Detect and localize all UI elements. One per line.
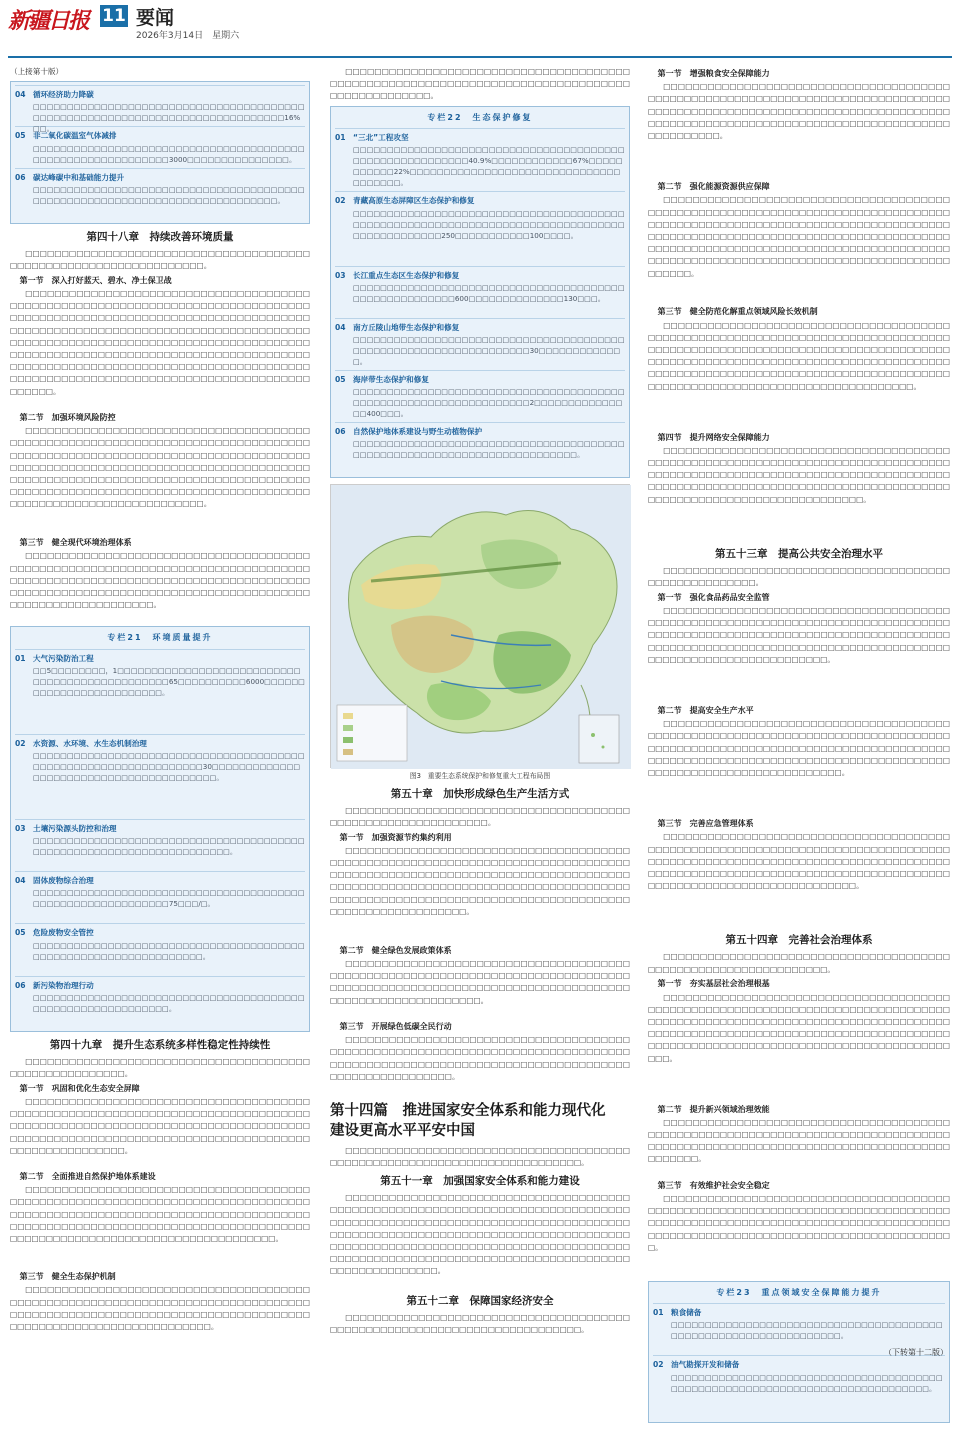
box-item-text: □□□□□□□□□□□□□□□□□□□□□□□□□□□□□□□□□□□□□□□□□□□□□□□□□□□□□□□□□□□□□□□□□。 <box>33 940 305 961</box>
section-52-2-text: □□□□□□□□□□□□□□□□□□□□□□□□□□□□□□□□□□□□□□□□□□□□□□□□□□□□□□□□□□□□□□□□□□□□□□□□□□□□□□□□□□□□□□□□□□□□□□□□□□□□□□□□□□□□□□□□□□□□□□□□□□□□□□□□□□□□□□□□□□□□□□□□□□□□□□□□□□□□□□□□□□□□□□□□□□□□□□□□□□□□□□□□□□□□□□□□□□□□□□□□□□□□□□□□□□□□□□□□□□□□□□□□□□□□□□□□□□□□□□□□□□□□□□□□□□□□□□□。 <box>648 195 950 278</box>
section-53-1-text: □□□□□□□□□□□□□□□□□□□□□□□□□□□□□□□□□□□□□□□□□□□□□□□□□□□□□□□□□□□□□□□□□□□□□□□□□□□□□□□□□□□□□□□□□□□□□□□□□□□□□□□□□□□□□□□□□□□□□□□□□□□□□□□□□□□□□□□□□□□□□□□□□□□□□□□□□□□□□□□□□□□□□□□□□□□□□□□□□□□□□□□□□□□□□□。 <box>648 606 950 664</box>
box-item <box>15 168 305 220</box>
section-54-3-title: 第三节 有效维护社会安全稳定 <box>657 1180 770 1190</box>
chapter-53-intro: □□□□□□□□□□□□□□□□□□□□□□□□□□□□□□□□□□□□□□□□□□□□□□□□□□□□□□。 <box>648 565 950 588</box>
box-23-title: 专栏23 重点领域安全保障能力提升 <box>716 1288 882 1298</box>
box-item <box>653 1355 945 1418</box>
section-53-2-text: □□□□□□□□□□□□□□□□□□□□□□□□□□□□□□□□□□□□□□□□□□□□□□□□□□□□□□□□□□□□□□□□□□□□□□□□□□□□□□□□□□□□□□□□□□□□□□□□□□□□□□□□□□□□□□□□□□□□□□□□□□□□□□□□□□□□□□□□□□□□□□□□□□□□□□□□□□□□□□□□□□□□□□□□□□□□□□□□□□□□□□□□□□□□□□□□。 <box>648 719 950 778</box>
chapter-48-intro: □□□□□□□□□□□□□□□□□□□□□□□□□□□□□□□□□□□□□□□□□□□□□□□□□□□□□□□□□□□□□□□□□□。 <box>10 248 310 271</box>
box-item-text: □□□□□□□□□□□□□□□□□□□□□□□□□□□□□□□□□□□□□□□□□□□□□□□□□□□□□□□□□□□□□□□□□□□□□□□□□。 <box>353 439 625 460</box>
section-title: 要闻 <box>136 7 175 29</box>
part-14-title: 第十四篇 推进国家安全体系和能力现代化 建设更高水平平安中国 <box>330 1102 620 1140</box>
section-53-2-title: 第二节 提高安全生产水平 <box>657 706 754 716</box>
box-item <box>15 85 305 134</box>
box-item <box>335 318 625 370</box>
section-52-4-text: □□□□□□□□□□□□□□□□□□□□□□□□□□□□□□□□□□□□□□□□□□□□□□□□□□□□□□□□□□□□□□□□□□□□□□□□□□□□□□□□□□□□□□□□□□□□□□□□□□□□□□□□□□□□□□□□□□□□□□□□□□□□□□□□□□□□□□□□□□□□□□□□□□□□□□□□□□□□□□□□□□□□□□□□□□□□□□□□□□□□□□□□□□□□□□□□□□□。 <box>648 445 950 504</box>
section-49-1-title: 第一节 巩固和优化生态安全屏障 <box>19 1083 140 1093</box>
box-item-title: 长江重点生态区生态保护和修复 <box>353 270 460 280</box>
box-item-text: □□□□□□□□□□□□□□□□□□□□□□□□□□□□□□□□□□□□□□□□□□□□□□□□□□□□□□□□□□□□□□□□□□□□□□□□□□□□□16%□□。 <box>33 102 305 134</box>
box-item-title: 新污染物治理行动 <box>33 980 94 990</box>
box-item-number: 05 <box>335 375 346 385</box>
chapter-50-title: 第五十章 加快形成绿色生产生活方式 <box>390 787 570 800</box>
box-continued <box>10 81 310 224</box>
box-item-title: 大气污染防治工程 <box>33 653 94 663</box>
box-item-title: 土壤污染源头防控和治理 <box>33 824 117 834</box>
chapter-48-title: 第四十八章 持续改善环境质量 <box>86 230 234 243</box>
box-item-text: □□□□□□□□□□□□□□□□□□□□□□□□□□□□□□□□□□□□□□□□□□□□□□□□□□□□□□□□□40.9%□□□□□□□□□□□□67%□□□□□□□□□□□22%□□□□□□□□□□□□□□□□□□□□□□□□□□□□□□□□□□□□□□。 <box>353 145 625 188</box>
col2-top-text: □□□□□□□□□□□□□□□□□□□□□□□□□□□□□□□□□□□□□□□□□□□□□□□□□□□□□□□□□□□□□□□□□□□□□□□□□□□□□□□□□□□□□□□□□□□□□□。 <box>330 67 630 101</box>
box-item-number: 05 <box>15 928 26 938</box>
box-item-number: 04 <box>15 876 26 886</box>
box-item-title: 碳达峰碳中和基础能力提升 <box>33 172 125 182</box>
column-1 <box>10 66 310 1333</box>
section-49-3-title: 第三节 健全生态保护机制 <box>19 1272 116 1282</box>
box-item-text: □□□□□□□□□□□□□□□□□□□□□□□□□□□□□□□□□□□□□□□□□□□□□□□□□□□□□□□□□□□□□□□□□□□□□。 <box>33 836 305 857</box>
section-54-2-text: □□□□□□□□□□□□□□□□□□□□□□□□□□□□□□□□□□□□□□□□□□□□□□□□□□□□□□□□□□□□□□□□□□□□□□□□□□□□□□□□□□□□□□□□□□□□□□□□□□□□□□□□□□□□□□□□□□□□□□□□□□□□□□□□□□。 <box>648 1117 950 1164</box>
box-item-text: □□□□□□□□□□□□□□□□□□□□□□□□□□□□□□□□□□□□□□□□□□□□□□□□□□□□□□□□□□□□□□□□□□□□□□□□□□□□□□□□□□□□□□□□□□□□□250□□□□□□□□□□□100□□□□。 <box>353 208 625 240</box>
section-50-1-text: □□□□□□□□□□□□□□□□□□□□□□□□□□□□□□□□□□□□□□□□□□□□□□□□□□□□□□□□□□□□□□□□□□□□□□□□□□□□□□□□□□□□□□□□□□□□□□□□□□□□□□□□□□□□□□□□□□□□□□□□□□□□□□□□□□□□□□□□□□□□□□□□□□□□□□□□□□□□□□□□□□□□□□□□□□□□□□□□□□□□□□□□□□□□□□□□□□□□□□□□□□□□□□□□□□□□□□□□□□□□□□。 <box>330 845 630 916</box>
section-52-2-title: 第二节 强化能源资源供应保障 <box>657 182 770 192</box>
chapter-50-intro: □□□□□□□□□□□□□□□□□□□□□□□□□□□□□□□□□□□□□□□□□□□□□□□□□□□□□□□□□□□□□。 <box>330 805 630 827</box>
chapter-49-title: 第四十九章 提升生态系统多样性稳定性持续性 <box>49 1038 271 1051</box>
section-49-3-text: □□□□□□□□□□□□□□□□□□□□□□□□□□□□□□□□□□□□□□□□□□□□□□□□□□□□□□□□□□□□□□□□□□□□□□□□□□□□□□□□□□□□□□□□□□□□□□□□□□□□□□□□□□□□□□□□□□□□□□□□□□□□□□□□□□□□□□□□□□□□□□□□□□□□□。 <box>10 1285 310 1332</box>
section-54-3-text: □□□□□□□□□□□□□□□□□□□□□□□□□□□□□□□□□□□□□□□□□□□□□□□□□□□□□□□□□□□□□□□□□□□□□□□□□□□□□□□□□□□□□□□□□□□□□□□□□□□□□□□□□□□□□□□□□□□□□□□□□□□□□□□□□□□□□□□□□□□□□□□□□□□□□□□□□□□□□□□□□□□□□□。 <box>648 1194 950 1252</box>
box-item-title: 非二氧化碳温室气体减排 <box>33 131 117 141</box>
issue-date: 2026年3月14日 星期六 <box>136 31 240 41</box>
box-21-title: 专栏21 环境质量提升 <box>107 633 213 643</box>
section-49-1-text: □□□□□□□□□□□□□□□□□□□□□□□□□□□□□□□□□□□□□□□□□□□□□□□□□□□□□□□□□□□□□□□□□□□□□□□□□□□□□□□□□□□□□□□□□□□□□□□□□□□□□□□□□□□□□□□□□□□□□□□□□□□□□□□□□□□□□□□□□□□□□□□□□□□□□□□□□□□□□□□□□□□□□□□□□□□□□□□□□□。 <box>10 1097 310 1155</box>
part-14-intro: □□□□□□□□□□□□□□□□□□□□□□□□□□□□□□□□□□□□□□□□□□□□□□□□□□□□□□□□□□□□□□□□□□□□□□□□□□。 <box>330 1146 630 1168</box>
section-52-4-title: 第四节 提升网络安全保障能力 <box>657 432 770 442</box>
section-54-1-title: 第一节 夯实基层社会治理根基 <box>657 979 770 989</box>
box-item <box>15 734 305 819</box>
box-item-title: 油气勘探开发和储备 <box>671 1360 740 1370</box>
box-item-text: □□□□□□□□□□□□□□□□□□□□□□□□□□□□□□□□□□□□□□□□□□□□□□□□□□□□□□□□□□□□□□□□□□30□□□□□□□□□□□□□。 <box>353 335 625 367</box>
masthead <box>0 0 960 58</box>
box-item <box>335 128 625 191</box>
newspaper-logo: 新疆日报 <box>8 8 89 34</box>
chapter-49-intro: □□□□□□□□□□□□□□□□□□□□□□□□□□□□□□□□□□□□□□□□□□□□□□□□□□□□□□□。 <box>10 1056 310 1079</box>
box-item <box>15 976 305 1028</box>
chapter-54-title: 第五十四章 完善社会治理体系 <box>725 934 873 947</box>
box-item-text: □□□□□□□□□□□□□□□□□□□□□□□□□□□□□□□□□□□□□□□□□□□□□□□□□□□□□□□□□□□□□□□□□□□□□□□□□□□□。 <box>33 184 305 205</box>
box-item-title: 固体废物综合治理 <box>33 876 94 886</box>
box-item-number: 03 <box>335 270 346 280</box>
section-53-3-text: □□□□□□□□□□□□□□□□□□□□□□□□□□□□□□□□□□□□□□□□□□□□□□□□□□□□□□□□□□□□□□□□□□□□□□□□□□□□□□□□□□□□□□□□□□□□□□□□□□□□□□□□□□□□□□□□□□□□□□□□□□□□□□□□□□□□□□□□□□□□□□□□□□□□□□□□□□□□□□□□□□□□□□□□□□□□□□□□□□□□□□□□□□□□□□□□□□。 <box>648 832 950 891</box>
box-item <box>15 649 305 734</box>
section-48-2-title: 第二节 加强环境风险防控 <box>19 413 116 423</box>
box-item <box>335 266 625 318</box>
box-item-title: 水资源、水环境、水生态机制治理 <box>33 738 147 748</box>
section-48-1-title: 第一节 深入打好蓝天、碧水、净土保卫战 <box>19 275 172 285</box>
box-item-number: 05 <box>15 131 26 141</box>
box-item-text: □□□□□□□□□□□□□□□□□□□□□□□□□□□□□□□□□□□□□□□□□□□□□□□□□□□□□□□□□□□□□□□□□。 <box>671 1320 943 1341</box>
section-50-3-text: □□□□□□□□□□□□□□□□□□□□□□□□□□□□□□□□□□□□□□□□□□□□□□□□□□□□□□□□□□□□□□□□□□□□□□□□□□□□□□□□□□□□□□□□□□□□□□□□□□□□□□□□□□□□□□□□□□□□□□□□□□□□□□□□□□□□□□□□□□。 <box>330 1035 630 1081</box>
chapter-51-text: □□□□□□□□□□□□□□□□□□□□□□□□□□□□□□□□□□□□□□□□□□□□□□□□□□□□□□□□□□□□□□□□□□□□□□□□□□□□□□□□□□□□□□□□□□□□□□□□□□□□□□□□□□□□□□□□□□□□□□□□□□□□□□□□□□□□□□□□□□□□□□□□□□□□□□□□□□□□□□□□□□□□□□□□□□□□□□□□□□□□□□□□□□□□□□□□□□□□□□□□□□□□□□□□□□□□□□□□□□□□□□□□□□□□□□□□□□□□□□□□□□□□□□□□□□□□□□□□□□□。 <box>330 1193 630 1276</box>
box-item-title: 粮食储备 <box>671 1308 702 1318</box>
box-item-number: 06 <box>335 427 346 437</box>
box-item-title: 循环经济助力降碳 <box>33 90 94 100</box>
section-53-1-title: 第一节 强化食品药品安全监管 <box>657 592 770 602</box>
box-item <box>15 819 305 871</box>
map-caption: 图3 重要生态系统保护和修复重大工程布局图 <box>409 772 551 781</box>
box-item-number: 06 <box>15 172 26 182</box>
box-item <box>335 191 625 265</box>
box-item-text: □□□□□□□□□□□□□□□□□□□□□□□□□□□□□□□□□□□□□□□□□□□□□□□□□□□□□□□□□□□□75□□□/□。 <box>33 888 305 909</box>
section-54-1-text: □□□□□□□□□□□□□□□□□□□□□□□□□□□□□□□□□□□□□□□□□□□□□□□□□□□□□□□□□□□□□□□□□□□□□□□□□□□□□□□□□□□□□□□□□□□□□□□□□□□□□□□□□□□□□□□□□□□□□□□□□□□□□□□□□□□□□□□□□□□□□□□□□□□□□□□□□□□□□□□□□□□□□□□□□□□□□□□□□□□□□□□□□□□□□□□□□□□□□□□□□□□□□□□□□□。 <box>648 992 950 1063</box>
box-item-number: 01 <box>335 133 346 143</box>
section-52-3-title: 第三节 健全防范化解重点领域风险长效机制 <box>657 307 818 317</box>
box-22-title: 专栏22 生态保护修复 <box>427 113 533 122</box>
section-50-1-title: 第一节 加强资源节约集约利用 <box>339 832 452 842</box>
section-48-3-text: □□□□□□□□□□□□□□□□□□□□□□□□□□□□□□□□□□□□□□□□□□□□□□□□□□□□□□□□□□□□□□□□□□□□□□□□□□□□□□□□□□□□□□□□□□□□□□□□□□□□□□□□□□□□□□□□□□□□□□□□□□□□□□□□□□□□□□□□□□□□□□□□□□□□□□□□□□□□□□□□□□□□□□□□□□□□□□□□□□□□□□。 <box>10 551 310 610</box>
ecology-map <box>330 484 630 768</box>
box-22 <box>330 106 630 478</box>
section-48-1-text: □□□□□□□□□□□□□□□□□□□□□□□□□□□□□□□□□□□□□□□□□□□□□□□□□□□□□□□□□□□□□□□□□□□□□□□□□□□□□□□□□□□□□□□□□□□□□□□□□□□□□□□□□□□□□□□□□□□□□□□□□□□□□□□□□□□□□□□□□□□□□□□□□□□□□□□□□□□□□□□□□□□□□□□□□□□□□□□□□□□□□□□□□□□□□□□□□□□□□□□□□□□□□□□□□□□□□□□□□□□□□□□□□□□□□□□□□□□□□□□□□□□□□□□□□□□□□□□□□□□□□□□□□□□□□□□□□□□□□□□□□□□□□□□□□□□□□□□□□□□□□□□□□□□□□□□□□□□□□□□□□□□□□□□□□□□□。 <box>10 289 310 396</box>
china-map-graphic <box>331 485 631 769</box>
box-item-text: □□□□□□□□□□□□□□□□□□□□□□□□□□□□□□□□□□□□□□□□□□□□□□□□□□□□□□□600□□□□□□□□□□□□□□130□□□。 <box>353 282 625 303</box>
box-item-number: 02 <box>335 196 346 206</box>
box-item-text: □□□□□□□□□□□□□□□□□□□□□□□□□□□□□□□□□□□□□□□□□□□□□□□□□□□□□□□□□□□□。 <box>33 992 305 1013</box>
box-item-number: 01 <box>653 1308 664 1318</box>
box-item-number: 06 <box>15 980 26 990</box>
box-item <box>15 126 305 167</box>
box-item-number: 02 <box>653 1360 664 1370</box>
box-item-number: 02 <box>15 738 26 748</box>
box-item-number: 04 <box>335 322 346 332</box>
box-item-title: 青藏高原生态屏障区生态保护和修复 <box>353 196 475 206</box>
box-item <box>15 871 305 923</box>
box-item-text: □□□□□□□□□□□□□□□□□□□□□□□□□□□□□□□□□□□□□□□□□□□□□□□□□□□□□□□□□□□□□□□□□30□□□□□□□□□□□□□□□□□□□□□□□□□□□□□□□□□□□□□□□□。 <box>33 751 305 783</box>
box-item-text: □□□□□□□□□□□□□□□□□□□□□□□□□□□□□□□□□□□□□□□□□□□□□□□□□□□□□□□□□□□□3000□□□□□□□□□□□□□□□。 <box>33 143 305 164</box>
box-item <box>335 422 625 474</box>
box-item-number: 01 <box>15 653 26 663</box>
page-number: 11 <box>100 5 128 27</box>
header-rule <box>8 56 952 58</box>
box-item-text: □□□□□□□□□□□□□□□□□□□□□□□□□□□□□□□□□□□□□□□□□□□□□□□□□□□□□□□□□□□□□□□□□□□□□□□□□□□□□□。 <box>671 1372 943 1393</box>
box-item-number: 04 <box>15 90 26 100</box>
chapter-54-intro: □□□□□□□□□□□□□□□□□□□□□□□□□□□□□□□□□□□□□□□□□□□□□□□□□□□□□□□□□□□□□□□□。 <box>648 952 950 974</box>
section-50-2-text: □□□□□□□□□□□□□□□□□□□□□□□□□□□□□□□□□□□□□□□□□□□□□□□□□□□□□□□□□□□□□□□□□□□□□□□□□□□□□□□□□□□□□□□□□□□□□□□□□□□□□□□□□□□□□□□□□□□□□□□□□□□□□□□□□□□□□□□□□□□□□□。 <box>330 959 630 1005</box>
box-item-title: 海岸带生态保护和修复 <box>353 375 429 385</box>
continued-from-note: （上接第十版） <box>10 67 64 76</box>
section-49-2-title: 第二节 全面推进自然保护地体系建设 <box>19 1172 156 1182</box>
section-50-2-title: 第二节 健全绿色发展政策体系 <box>339 945 452 955</box>
column-2 <box>330 66 630 1349</box>
section-54-2-title: 第二节 提升新兴领域治理效能 <box>657 1104 770 1114</box>
section-52-1-title: 第一节 增强粮食安全保障能力 <box>657 69 770 78</box>
section-52-1-text: □□□□□□□□□□□□□□□□□□□□□□□□□□□□□□□□□□□□□□□□□□□□□□□□□□□□□□□□□□□□□□□□□□□□□□□□□□□□□□□□□□□□□□□□□□□□□□□□□□□□□□□□□□□□□□□□□□□□□□□□□□□□□□□□□□□□□□□□□□□□□□□□□□□□□□□□□□□□□□□□□□□□□□□□□□□□□□□。 <box>648 82 950 141</box>
section-53-3-title: 第三节 完善应急管理体系 <box>657 819 754 829</box>
section-48-2-text: □□□□□□□□□□□□□□□□□□□□□□□□□□□□□□□□□□□□□□□□□□□□□□□□□□□□□□□□□□□□□□□□□□□□□□□□□□□□□□□□□□□□□□□□□□□□□□□□□□□□□□□□□□□□□□□□□□□□□□□□□□□□□□□□□□□□□□□□□□□□□□□□□□□□□□□□□□□□□□□□□□□□□□□□□□□□□□□□□□□□□□□□□□□□□□□□□□□□□□□□□□□□□□□□□□□□□□□□□□□□□□□□□□□□□□□□□□□□□□□□□□□□□□□□□□□□□□□□□□□□□□□□□□□□□□□。 <box>10 426 310 509</box>
box-item-text: □□□□□□□□□□□□□□□□□□□□□□□□□□□□□□□□□□□□□□□□□□□□□□□□□□□□□□□□□□□□□□□□□□2□□□□□□□□□□□□□□□400□□□。 <box>353 387 625 419</box>
section-49-2-text: □□□□□□□□□□□□□□□□□□□□□□□□□□□□□□□□□□□□□□□□□□□□□□□□□□□□□□□□□□□□□□□□□□□□□□□□□□□□□□□□□□□□□□□□□□□□□□□□□□□□□□□□□□□□□□□□□□□□□□□□□□□□□□□□□□□□□□□□□□□□□□□□□□□□□□□□□□□□□□□□□□□□□□□□□□□□□□□□□□□□□□□□□□□□□□□□□□□□□□□。 <box>10 1185 310 1244</box>
column-3 <box>648 66 950 1429</box>
box-item-text: □□5□□□□□□□□，1□□□□□□□□□□□□□□□□□□□□□□□□□□□□□□□□□□□□□□□□□□□□□□□65□□□□□□□□□□6000□□□□□□□□□□□□□□□□□□□□□□□□□。 <box>33 665 305 697</box>
chapter-53-title: 第五十三章 提高公共安全治理水平 <box>715 547 883 560</box>
box-item-title: 自然保护地体系建设与野生动植物保护 <box>353 427 483 437</box>
box-item-title: 危险废物安全管控 <box>33 928 94 938</box>
chapter-52-text: □□□□□□□□□□□□□□□□□□□□□□□□□□□□□□□□□□□□□□□□□□□□□□□□□□□□□□□□□□□□□□□□□□□□□□□□□□。 <box>330 1313 630 1335</box>
box-item <box>15 923 305 975</box>
box-21 <box>10 626 310 1031</box>
section-52-3-text: □□□□□□□□□□□□□□□□□□□□□□□□□□□□□□□□□□□□□□□□□□□□□□□□□□□□□□□□□□□□□□□□□□□□□□□□□□□□□□□□□□□□□□□□□□□□□□□□□□□□□□□□□□□□□□□□□□□□□□□□□□□□□□□□□□□□□□□□□□□□□□□□□□□□□□□□□□□□□□□□□□□□□□□□□□□□□□□□□□□□□□□□□□□□□□□□□□□□□□□□□□□□□□□□□□□□□□□□□□□□□□□□□□□□□□□□□□□□□□□□□□□□。 <box>648 320 950 391</box>
box-item-title: 南方丘陵山地带生态保护和修复 <box>353 322 460 332</box>
chapter-51-title: 第五十一章 加强国家安全体系和能力建设 <box>380 1175 580 1188</box>
section-48-3-title: 第三节 健全现代环境治理体系 <box>19 538 132 548</box>
box-item-number: 03 <box>15 824 26 834</box>
section-50-3-title: 第三节 开展绿色低碳全民行动 <box>339 1022 452 1032</box>
box-item-title: “三北”工程攻坚 <box>353 133 409 143</box>
chapter-52-title: 第五十二章 保障国家经济安全 <box>406 1295 554 1308</box>
continued-on-note: （下转第十二版） <box>884 1348 948 1357</box>
box-item <box>335 370 625 422</box>
